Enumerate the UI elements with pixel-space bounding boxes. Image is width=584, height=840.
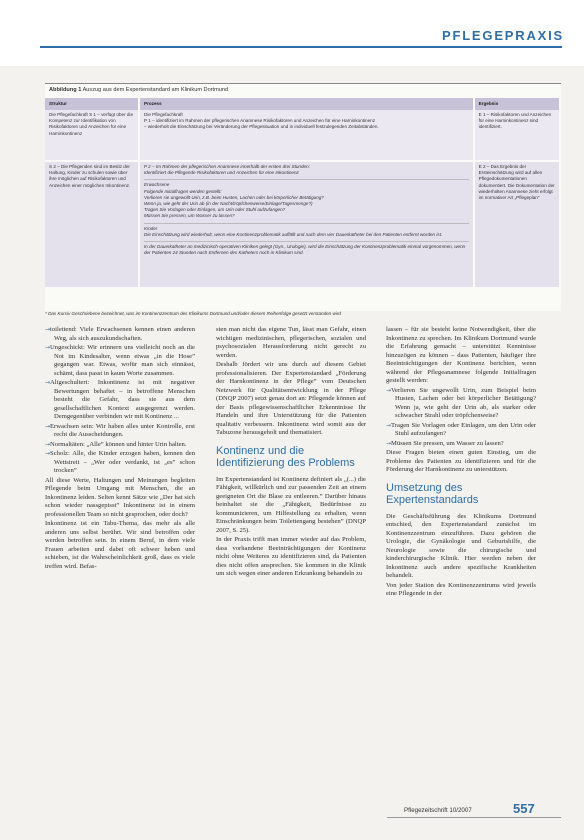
- prozess-line: Folgende Initialfragen werden gestellt:: [144, 188, 222, 194]
- cell-ergebnis: E 2 – Das Ergebnis der Ersteinschätzung wird auf allen Pflegedokumentationen dokumentiert. Die Dokumentation der wiederholten Anamnese zieht erfolgt im normativer Art „Pflegeplan”: [474, 161, 560, 288]
- prozess-line: Tragen Sie Vorlagen oder Einlagen, um Urin oder Stuhl aufzufangen?: [144, 207, 286, 213]
- paragraph: Die Geschäftsführung des Klinikums Dortmund entschied, den Expertenstandard zunächst im Kontinenzzentrum einzuführen. Dazu gehören die Urologie, die Gynäkologie und Geburtshilfe, die Neurologie sowie die chirurgische und kinderchirurgische Klinik. Hier werden neben der Inkontinenz auch andere spezifische Krankheiten behandelt.: [386, 512, 536, 579]
- table-row: [45, 161, 560, 288]
- table-header-row: [45, 98, 560, 110]
- section-heading: Umsetzung des Expertenstandards: [386, 481, 479, 506]
- paragraph: lassen – für sie besteht keine Notwendigkeit, über die Inkontinenz zu sprechen. Im Klinikum Dortmund wurde die Erfahrung gemacht – unterstützt Kenntnisse hinzuzögen zu können – dass Patienten, häufiger ihre Beeinträchtigungen der Kontinenz berichten, wenn während der Pflegeanamnese folgende Initialfragen gestellt werden:: [386, 326, 536, 384]
- prozess-line: Müssen Sie pressen, um Wasser zu lassen?: [144, 213, 235, 219]
- paragraph: sten man nicht das eigene Tun, lässt man Gefahr, einen wichtigen medizinischen, pflegerischen, sozialen und psychosozialen Herausforderung nicht gerecht zu werden.: [216, 326, 366, 359]
- cell-prozess: [139, 110, 474, 161]
- paragraph: Deshalb fördert wir uns durch auf diesem Gebiet professionalisieren. Der Expertenstandard „Förderung der Harnkontinenz in der Pflege” vom Deutschen Netzwerk für Qualitätsentwicklung in der Pflege (DNQP 2007) setzt genau dort an: Pflegende können auf der Basis pflegewissenschaftlicher Erkenntnisse Ihr Handeln und ihre Unterstützung für die Patienten qualitativ verbessern. Inkontinenz wird somit aus der Tabuzone herausgeholt und thematisiert.: [216, 361, 366, 436]
- prozess-line: Wenn ja, wie geht der Urin ab (in der Nacht/tröpfchenweise/Einlage/Tagesmenge?): [144, 201, 313, 207]
- bullet-item: → Ungeschickt: Wir erinnern uns vielleicht noch an die Not im Kindesalter, wenn etwas „in die Hose” gegangen war. Etwas, wofür man sich einnässt, schämt, dass passt in kaum Worte zusammen.: [45, 344, 195, 378]
- figure-caption: [49, 87, 228, 93]
- prozess-line: Kinder: [144, 225, 158, 231]
- cell-prozess: [139, 161, 474, 288]
- page-number: 557: [513, 801, 535, 816]
- prozess-line: P 2 – Im Rahmen der pflegerischen Anamnese innerhalb der ersten drei Stunden:: [144, 164, 310, 169]
- page-header: [0, 0, 584, 66]
- footer-rule: [387, 817, 561, 818]
- prozess-line: Die Einschätzung wird wiederholt, wenn eine Kontinenzproblematik auffällt und nach dem vier Dauerkatheter bei den Patienten entfernt worden ist.: [144, 231, 443, 237]
- cell-ergebnis: E 1 – Risikofaktoren und Anzeichen für eine Harninkontinenz sind identifiziert.: [474, 110, 560, 161]
- prozess-line: In der Dauerkatheter an medizinisch-operativen Kliniken gelegt (Gyn., Urologie), wird die Einschätzung der Kontinenzproblematik einmal vorgenommen, wenn der Patienten 24 Stunden nach Entfernen des Katheters noch in Klinikum sind.: [144, 244, 466, 256]
- bullet-item: → toilettend: Viele Erwachsenen kennen einen anderen Weg, als sich auszukundschaften.: [45, 326, 195, 343]
- standard-table: [45, 98, 561, 289]
- paragraph: Im Expertenstandard ist Kontinenz definiert als „(...) die Fähigkeit, willkürlich und zur passenden Zeit an einem geeigneten Ort die Blase zu entleeren.” Darüber hinaus beinhaltet sie die „Fähigkeit, Bedürfnisse zu kommunizieren, um Hilfestellung zu erhalten, wenn Einschränkungen beim Toilettengang bestehen” (DNQP 2007, S. 25).: [216, 475, 366, 534]
- paragraph: In der Praxis trifft man immer wieder auf das Problem, dass vorhandene Beeinträchtigungen der Kontinenz nicht ohne Weiteres zu identifizieren sind, da Patienten dies nicht offen ansprechen. Sie kommen in die Klinik um sich wegen einer anderen Erkrankung behandeln zu: [216, 536, 366, 577]
- cell-struktur: S 2 – Die Pflegenden sind im Besitz der Haltung, Kinder zu schulen sowie über ihre möglichen auf Risikofaktoren und Anzeichen einer möglichen Inkontinenz.: [45, 161, 139, 288]
- text-column-3: [386, 326, 536, 600]
- figure-table: [45, 83, 561, 311]
- journal-name: Pflegezeitschrift 10/2007: [404, 807, 472, 814]
- column-header-prozess: Prozess: [139, 98, 474, 110]
- figure-caption-label: Abbildung 1: [49, 87, 82, 93]
- prozess-line: – wiederholt die Einschätzung bei Veränderung der Pflegesituation und in individuell festzulegenden Zeitabständen.: [144, 124, 379, 130]
- text-column-2: [216, 326, 366, 580]
- column-header-ergebnis: Ergebnis: [474, 98, 560, 110]
- prozess-line: Erwachsene: [144, 182, 170, 188]
- header-rule: [40, 46, 562, 48]
- paragraph: Von jeder Station des Kontinenzzentrums wird jeweils eine Pflegende in der: [386, 581, 536, 597]
- cell-struktur: Die Pflegefachkraft S 1 – verfügt über die Kompetenz zur Identifikation von Risikofaktoren und Anzeichen für eine Harninkontinenz: [45, 110, 139, 161]
- paragraph: Inkontinenz ist ein Tabu-Thema, das mehr als alle anderen uns selbst berührt. Wir sind betroffen oder werden betroffen sein. In einem Beruf, in dem viele Frauen arbeiten und dabei oft schwer heben und schieben, ist die Wahrscheinlichkeit groß, dass es viele treffen wird. Befas-: [45, 520, 195, 570]
- divider: [144, 223, 469, 224]
- figure-caption-text: Auszug aus dem Expertenstandard am Klinikum Dortmund: [82, 87, 229, 93]
- prozess-line: Verlieren sie ungewollt Urin, z.B. beim Husten, Lachen oder bei körperlicher Betätigung?: [144, 194, 324, 200]
- paragraph: Diese Fragen bieten einen guten Einstieg, um die Probleme des Patienten zu identifizieren und für die Förderung der Harnkontinenz zu unterstützen.: [386, 449, 536, 473]
- bullet-item: → Normaltäten: „Alle” können und hinter Urin halten.: [45, 441, 195, 450]
- bullet-item: → Verlieren Sie ungewollt Urin, zum Beispiel beim Husten, Lachen oder bei körperlicher Betätigung? Wenn ja, wie geht der Urin ab, als starker oder schwacher Strahl oder tröpfchenweise?: [386, 387, 536, 421]
- prozess-line: P 1 – identifiziert im Rahmen der pflegerischen Anamnese Risikofaktoren und Anzeichen für eine Harninkontinenz: [144, 118, 376, 124]
- divider: [144, 241, 469, 242]
- bullet-item: → Scholz: Alle, die Kinder erzogen haben, kennen den Wettstreit – „Wer oder verdankt, ist „es” schon trocken”: [45, 450, 195, 476]
- prozess-line: Die Pflegefachkraft: [144, 112, 183, 117]
- figure-footnote: * Das Kursiv Geschriebene bezeichnet, was im Kontinenzzentrum des Klinikums Dortmund und/oder diesem Reihenfolge gesetzt verstanden wird: [45, 311, 341, 316]
- bullet-item: → Erwachsen sein: Wir haben alles unter Kontrolle, erst recht die Ausscheidungen.: [45, 423, 195, 440]
- section-heading: Kontinenz und die Identifizierung des Problems: [216, 444, 355, 469]
- column-header-struktur: Struktur: [45, 98, 139, 110]
- table-row: [45, 110, 560, 161]
- divider: [144, 179, 469, 180]
- section-title: PFLEGEPRAXIS: [441, 28, 564, 43]
- bullet-item: → Altgeschultert: Inkontinenz ist mit negativer Bewertungen behaftet – in betroffene Menschen besteht die Gefahr, dass sie aus dem gesellschaftlichen Kontext ausgegrenzt werden. Demgegenüber verbinden wir mit Kontinenz ...: [45, 379, 195, 422]
- prozess-line: Identifiziert die Pflegende Risikofaktoren und Anzeichen für eine Inkontinenz: [144, 170, 299, 176]
- bullet-item: → Tragen Sie Vorlagen oder Einlagen, um den Urin oder Stuhl aufzufangen?: [386, 422, 536, 439]
- paragraph: All diese Werte, Haltungen und Meinungen begleiten Pflegende beim Umgang mit Menschen, die an Inkontinenz leiden. Selten kennt Sätze wie „Der hat sich schon wieder nassgepisst” Inkontinenz ist in einem professionellen Team so nicht gesprochen, oder doch?: [45, 476, 195, 518]
- bullet-item: → Müssen Sie pressen, um Wasser zu lassen?: [386, 440, 536, 449]
- text-column-1: [45, 326, 195, 572]
